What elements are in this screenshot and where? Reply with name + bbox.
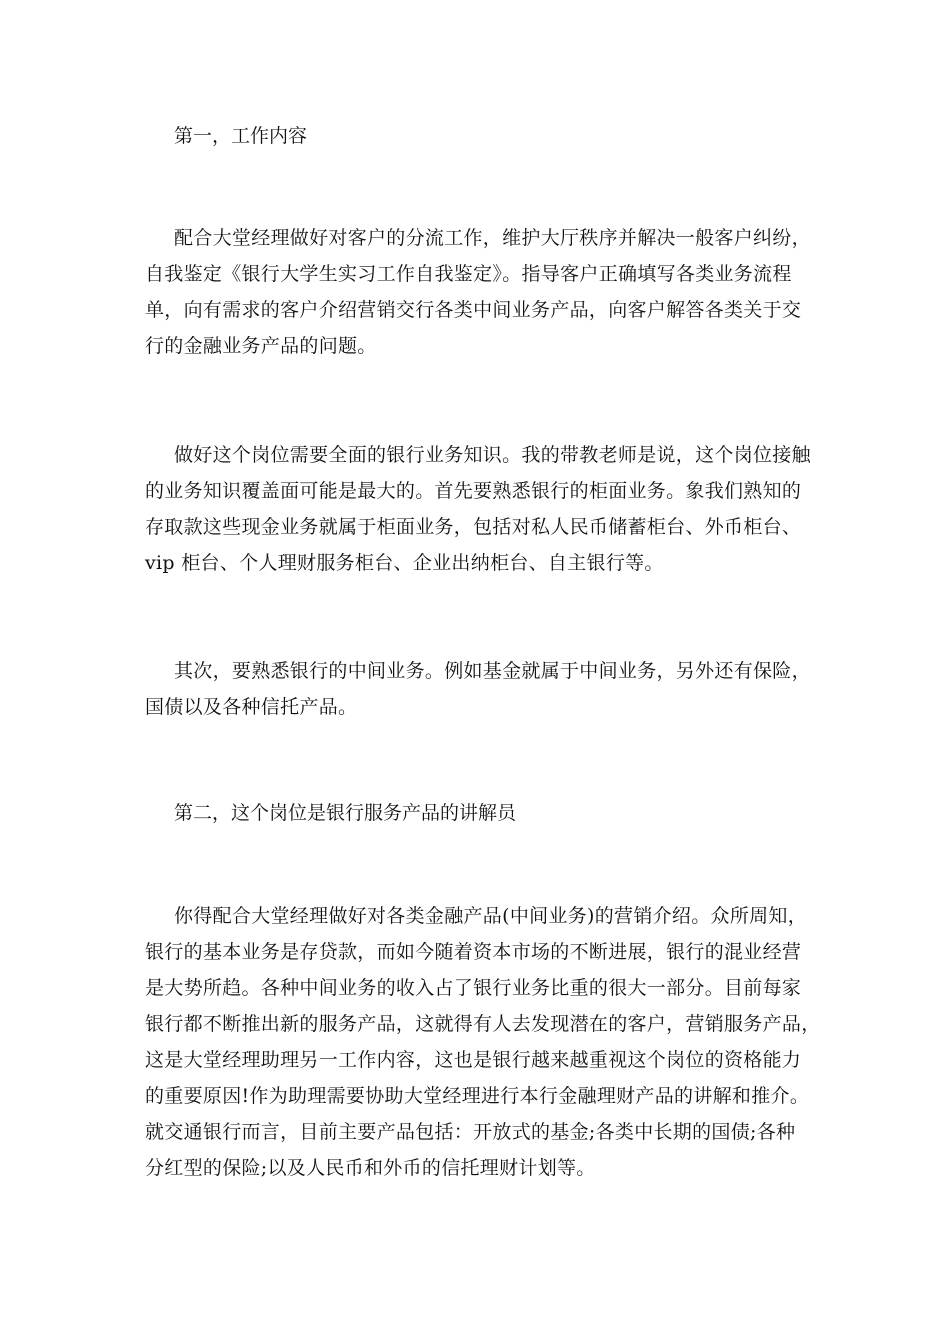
paragraph-line: 其次，要熟悉银行的中间业务。例如基金就属于中间业务，另外还有保险，: [174, 660, 811, 682]
paragraph-line: 行的金融业务产品的问题。: [145, 335, 377, 357]
heading-text: 第一，工作内容: [174, 125, 308, 147]
paragraph-3: [145, 653, 810, 725]
paragraph-line: 单，向有需求的客户介绍营销交行各类中间业务产品，向客户解答各类关于交: [145, 299, 802, 321]
paragraph-line: vip 柜台、个人理财服务柜台、企业出纳柜台、自主银行等。: [145, 552, 664, 574]
paragraph-line: 这是大堂经理助理另一工作内容，这也是银行越来越重视这个岗位的资格能力: [145, 1049, 802, 1071]
paragraph-line: 是大势所趋。各种中间业务的收入占了银行业务比重的很大一部分。目前每家: [145, 977, 802, 999]
paragraph-line: 的重要原因!作为助理需要协助大堂经理进行本行金融理财产品的讲解和推介。: [145, 1085, 810, 1107]
paragraph-line: 你得配合大堂经理做好对各类金融产品(中间业务)的营销介绍。众所周知，: [174, 905, 808, 927]
paragraph-4: [145, 898, 821, 1186]
paragraph-line: 存取款这些现金业务就属于柜面业务，包括对私人民币储蓄柜台、外币柜台、: [145, 516, 802, 538]
paragraph-line: 的业务知识覆盖面可能是最大的。首先要熟悉银行的柜面业务。象我们熟知的: [145, 480, 802, 502]
heading-text: 第二，这个岗位是银行服务产品的讲解员: [174, 802, 517, 824]
paragraph-line: 国债以及各种信托产品。: [145, 696, 358, 718]
section-heading-1: [145, 118, 810, 154]
paragraph-1: [145, 220, 810, 364]
paragraph-line: 银行都不断推出新的服务产品，这就得有人去发现潜在的客户，营销服务产品，: [145, 1013, 821, 1035]
paragraph-line: 分红型的保险;以及人民币和外币的信托理财计划等。: [145, 1157, 596, 1179]
paragraph-line: 做好这个岗位需要全面的银行业务知识。我的带教老师是说，这个岗位接触: [174, 444, 811, 466]
paragraph-line: 自我鉴定《银行大学生实习工作自我鉴定》。指导客户正确填写各类业务流程: [145, 263, 792, 285]
paragraph-line: 配合大堂经理做好对客户的分流工作，维护大厅秩序并解决一般客户纠纷，: [174, 227, 811, 249]
paragraph-line: 就交通银行而言，目前主要产品包括：开放式的基金;各类中长期的国债;各种: [145, 1121, 796, 1143]
section-heading-2: [145, 795, 810, 831]
paragraph-line: 银行的基本业务是存贷款，而如今随着资本市场的不断进展，银行的混业经营: [145, 941, 802, 963]
paragraph-2: [145, 437, 810, 581]
